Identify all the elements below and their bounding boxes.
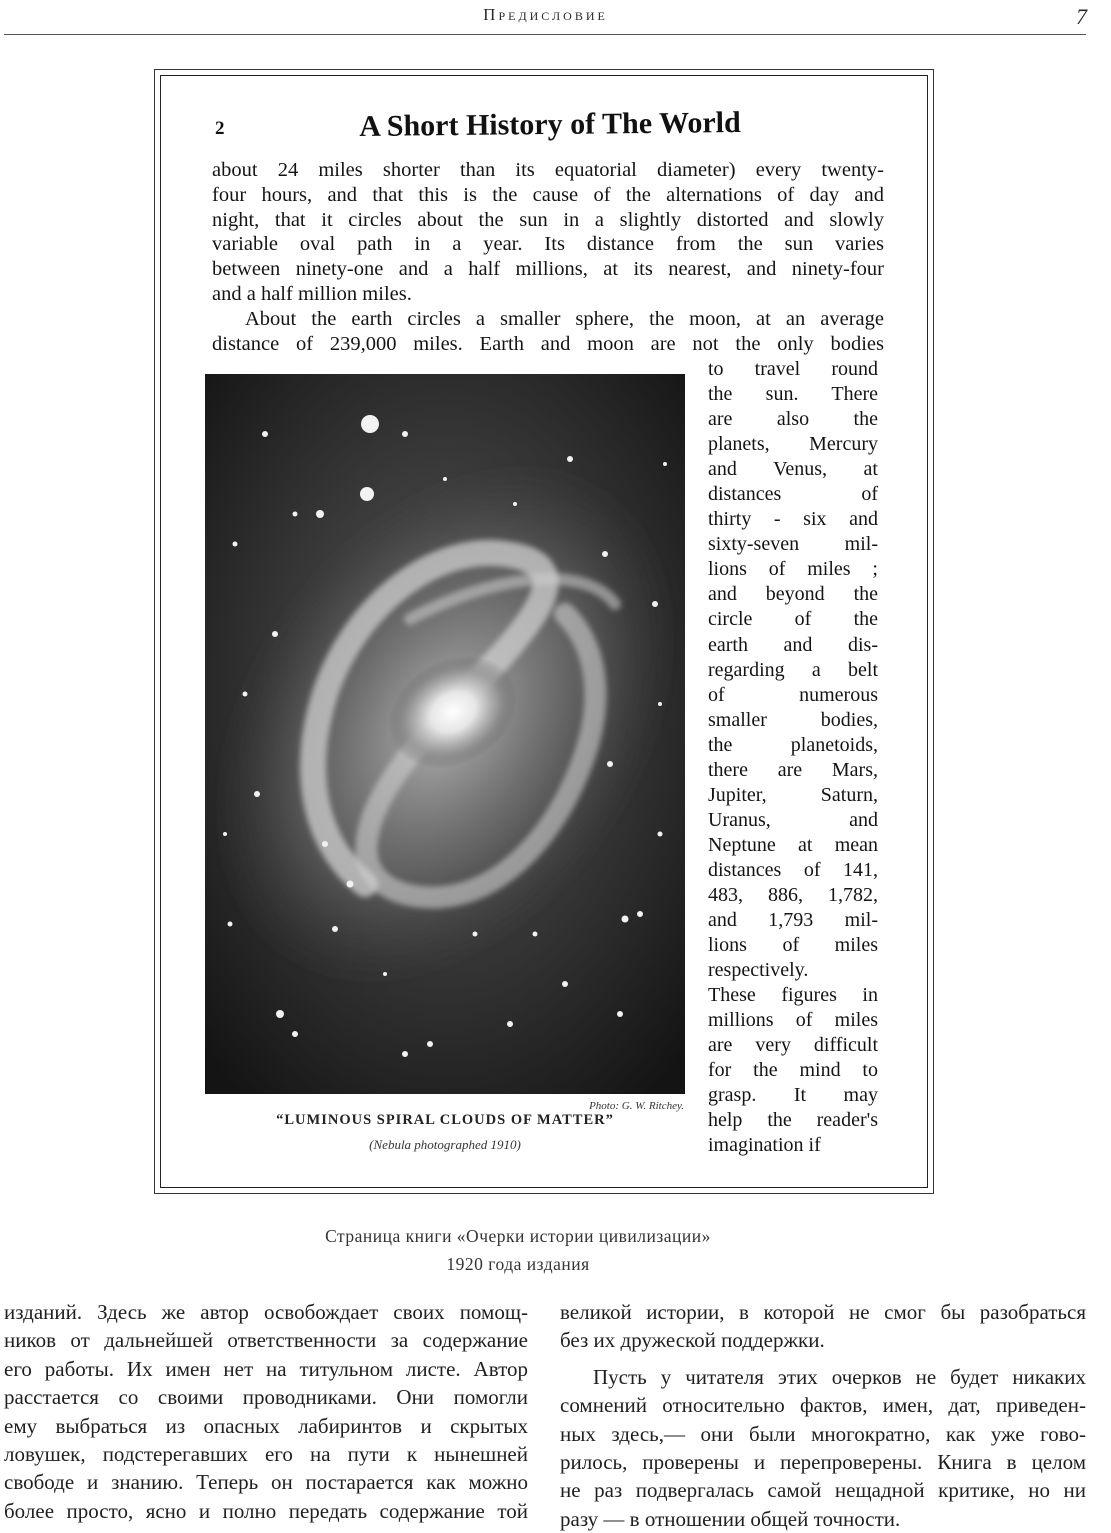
scan-text-line: four hours, and that this is the cause of the alternations of day and	[212, 183, 884, 206]
scan-column-line: respectively.	[708, 959, 809, 982]
scan-column-line: 483, 886, 1,782,	[708, 883, 878, 906]
scan-column-line: lions of miles	[708, 934, 878, 957]
scan-column-line: and 1,793 mil-	[708, 909, 878, 932]
nebula-image	[205, 374, 685, 1094]
scan-column-line: These figures in	[708, 984, 878, 1007]
body-line: свободе и знанию. Теперь он постарается как можно	[4, 1470, 528, 1495]
scan-text-line: variable oval path in a year. Its distance from the sun varies	[212, 233, 884, 256]
photo-title: “LUMINOUS SPIRAL CLOUDS OF MATTER”	[276, 1112, 614, 1128]
body-line: более просто, ясно и полно передать содержание той	[4, 1498, 528, 1523]
scan-column-line: and beyond the	[708, 583, 878, 606]
body-line: ников от дальнейшей ответственности за содержание	[4, 1328, 528, 1353]
scan-column-line: for the mind to	[708, 1059, 878, 1082]
body-line: расстается со своими проводниками. Они помогли	[4, 1385, 528, 1410]
figure-caption-line: 1920 года издания	[446, 1254, 590, 1274]
body-line: без их дружеской поддержки.	[560, 1328, 825, 1353]
figure-caption-line: Страница книги «Очерки истории цивилизации»	[325, 1226, 711, 1246]
scan-column-line: of numerous	[708, 683, 878, 706]
scan-column-line: the planetoids,	[708, 733, 878, 756]
scan-column-line: are very difficult	[708, 1034, 878, 1057]
scan-side-column	[708, 357, 878, 1159]
scan-heading: A Short History of The World	[359, 106, 741, 143]
scan-column-line: sixty-seven mil-	[708, 533, 878, 556]
scan-column-line: planets, Mercury	[708, 433, 878, 456]
scan-column-line: earth and dis-	[708, 633, 878, 656]
body-line: разу — в отношении общей точности.	[560, 1506, 901, 1531]
scan-text-line: and a half million miles.	[212, 282, 412, 305]
scan-column-line: Jupiter, Saturn,	[708, 783, 878, 806]
body-line: его работы. Их имен нет на титульном листе. Автор	[4, 1356, 528, 1381]
body-paragraph	[560, 1363, 1086, 1533]
body-line: рилось, проверены и перепроверены. Книга в целом	[560, 1450, 1086, 1475]
scan-column-line: millions of miles	[708, 1009, 878, 1032]
scan-column-line: and Venus, at	[708, 458, 878, 481]
body-line: не раз подвергалась самой нещадной критике, но ни	[560, 1478, 1086, 1503]
scan-column-line: the sun. There	[708, 383, 878, 406]
scan-column-line: imagination if	[708, 1134, 821, 1157]
scan-column-line: grasp. It may	[708, 1084, 878, 1107]
scan-column-line: help the reader's	[708, 1109, 878, 1132]
body-line: Пусть у читателя этих очерков не будет никаких	[593, 1364, 1086, 1389]
scan-column-line: Neptune at mean	[708, 833, 878, 856]
body-line: сомнений относительно фактов, имен, дат, приведен-	[560, 1393, 1086, 1418]
body-line: изданий. Здесь же автор освобождает своих помощ-	[4, 1300, 528, 1324]
page-number: 7	[1076, 4, 1087, 29]
scan-column-line: to travel round	[708, 358, 878, 380]
figure-caption	[100, 1222, 936, 1278]
header-rule	[4, 34, 1086, 35]
body-line: ных здесь,— они были многократно, как уже гово-	[560, 1421, 1086, 1446]
body-line: ловушек, подстерегавших его на пути к нынешней	[4, 1442, 528, 1467]
scan-column-line: Uranus, and	[708, 808, 878, 831]
running-header-title: Предисловие	[483, 5, 608, 24]
body-column-right	[560, 1298, 1086, 1533]
scan-column-line: smaller bodies,	[708, 708, 878, 731]
scan-column-line: lions of miles ;	[708, 558, 878, 581]
scan-column-line: regarding a belt	[708, 658, 878, 681]
scan-column-line: there are Mars,	[708, 758, 878, 781]
nebula-photo	[205, 374, 685, 1094]
scan-column-line: distances of 141,	[708, 858, 878, 881]
body-line: ему выбраться из опасных лабиринтов и скрытых	[4, 1413, 528, 1438]
scan-text-line: night, that it circles about the sun in a slightly distorted and slowly	[212, 208, 884, 231]
scan-column-line: thirty - six and	[708, 508, 878, 531]
body-line: великой истории, в которой не смог бы разобраться	[560, 1300, 1086, 1324]
scan-text-line: distance of 239,000 miles. Earth and moon are not the only bodies	[212, 332, 884, 355]
scan-text-line: About the earth circles a smaller sphere, the moon, at an average	[245, 307, 884, 330]
scan-column-line: circle of the	[708, 608, 878, 631]
scan-text-block	[212, 158, 884, 356]
scan-page-number: 2	[215, 118, 225, 139]
scan-column-line: are also the	[708, 408, 878, 431]
scan-text-line: between ninety-one and a half millions, at its nearest, and ninety-four	[212, 258, 884, 281]
photo-subtitle: (Nebula photographed 1910)	[369, 1137, 521, 1152]
scan-text-line: about 24 miles shorter than its equatorial diameter) every twenty-	[212, 159, 884, 181]
scan-column-line: distances of	[708, 483, 878, 506]
photo-credit: Photo: G. W. Ritchey.	[589, 1100, 684, 1112]
body-column-left	[4, 1298, 528, 1525]
